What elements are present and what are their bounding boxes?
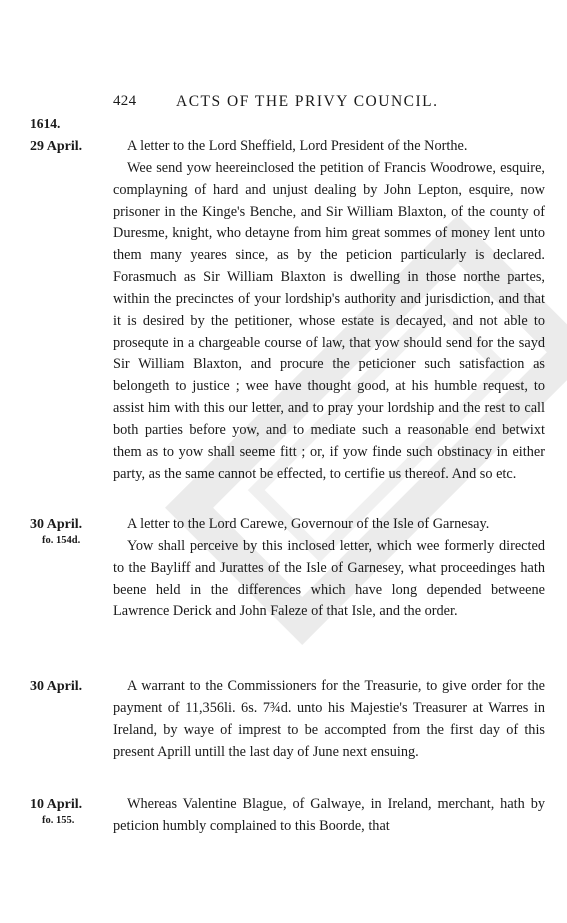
- entry-date: 29 April.: [30, 139, 83, 154]
- entry-text: [113, 514, 545, 623]
- entry-text: [113, 676, 545, 763]
- entry-text: [113, 136, 545, 486]
- entry-date: 10 April.: [30, 797, 83, 812]
- entry-date: 30 April.: [30, 517, 83, 532]
- entry-heading: A letter to the Lord Carewe, Governour of the Isle of Garnesay.: [127, 516, 490, 532]
- entry-heading: A letter to the Lord Sheffield, Lord President of the Northe.: [127, 138, 468, 154]
- year-label: 1614.: [30, 116, 61, 131]
- folio-reference: fo. 154d.: [42, 535, 81, 546]
- entry-date: 30 April.: [30, 679, 83, 694]
- entry-body: Yow shall perceive by this inclosed letter, which wee formerly directed to the Bayliff and Jurattes of the Isle of Garnesey, what proceedinges hath beene held in the differences which have long depended betweene Lawrence Derick and John Faleze of that Isle, and the order.: [113, 537, 545, 620]
- page-number: 424: [113, 93, 137, 109]
- entry-body: Whereas Valentine Blague, of Galwaye, in Ireland, merchant, hath by peticion humbly complained to this Boorde, that: [113, 796, 545, 834]
- entry-text: [113, 794, 545, 838]
- running-title: ACTS OF THE PRIVY COUNCIL.: [176, 93, 439, 110]
- folio-reference: fo. 155.: [42, 815, 75, 826]
- entry-body: Wee send yow heereinclosed the petition of Francis Woodrowe, esquire, complayning of hard and unjust dealing by John Lepton, esquire, now prisoner in the Kinge's Benche, and Sir William Blaxton, of the county of Duresme, knight, who detayne from him great sommes of money lent unto them many yeares since, as by the peticion particularly is declared. Forasmuch as Sir William Blaxton is dwelling in those northe partes, within the precinctes of your lordship's authority and jurisdiction, and that it is desired by the petitioner, whose estate is decayed, and not able to prosequte in a chargeable course of law, that yow should send for the sayd Sir William Blaxton, and procure the peticioner such satisfaction as belongeth to justice ; wee have thought good, at his humble request, to assist him with this our letter, and to pray your lordship and the rest to call both parties before yow, and to mediate such a reasonable end betwixt them as to yow shall seeme fitt ; or, if yow finde such obstinacy in either party, as the same cannot be effected, to certifie us thereof. And so etc.: [113, 159, 545, 482]
- entry-body: A warrant to the Commissioners for the Treasurie, to give order for the payment of 11,356li. 6s. 7¾d. unto his Majestie's Treasurer at Warres in Ireland, by waye of imprest to be accompted from the first day of this present Aprill untill the last day of June next ensuing.: [113, 678, 545, 760]
- running-head: [0, 93, 567, 117]
